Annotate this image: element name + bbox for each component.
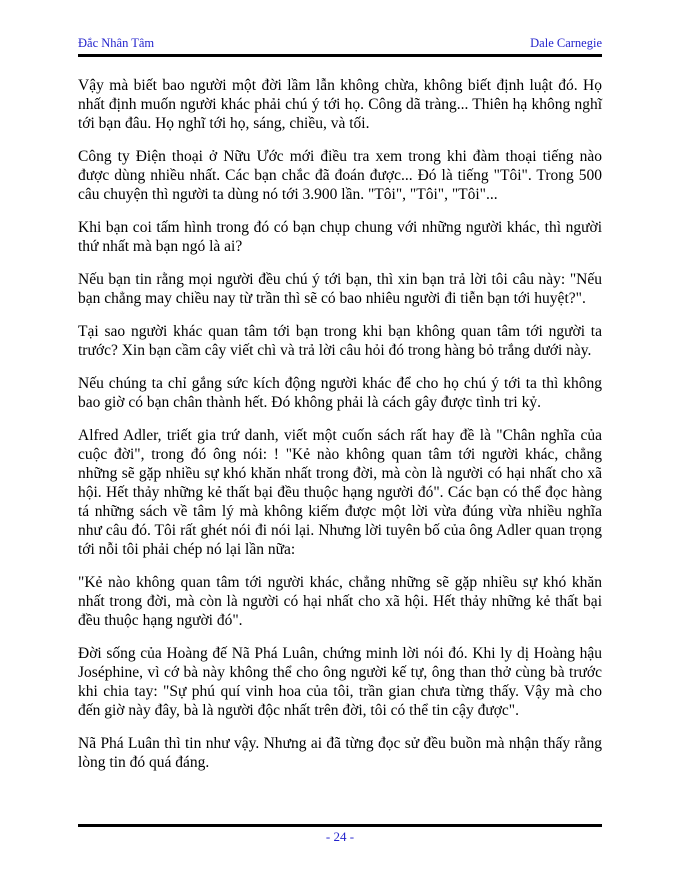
- paragraph: Nếu chúng ta chỉ gắng sức kích động người khác để cho họ chú ý tới ta thì không bao giờ có bạn chân thành hết. Đó không phải là cách gây được tình tri kỷ.: [78, 375, 602, 411]
- header-author: Dale Carnegie: [530, 36, 602, 50]
- page-footer: [78, 824, 602, 845]
- paragraph: Công ty Điện thoại ở Nữu Ước mới điều tra xem trong khi đàm thoại tiếng nào được dùng nhiều nhất. Các bạn chắc đã đoán được... Đó là tiếng "Tôi". Trong 500 câu chuyện thì người ta dùng nó tới 3.900 lần. "Tôi", "Tôi", "Tôi"...: [78, 148, 602, 203]
- header-book-title: Đắc Nhân Tâm: [78, 36, 155, 50]
- paragraph: Đời sống của Hoàng đế Nã Phá Luân, chứng minh lời nói đó. Khi ly dị Hoàng hậu Joséphine, vì cớ bà này không thể cho ông người kế tự, ông than thở cùng bà trước khi chia tay: "Sự phú quí vinh hoa của tôi, trần gian chưa từng thấy. Vậy mà cho đến giờ này đây, bà là người độc nhất trên đời, tôi có thể tin cậy được".: [78, 645, 602, 719]
- paragraph: Alfred Adler, triết gia trứ danh, viết một cuốn sách rất hay đề là "Chân nghĩa của cuộc đời", trong đó ông nói: ! "Kẻ nào không quan tâm tới người khác, chẳng những sẽ gặp nhiều sự khó khăn nhất trong đời, mà còn là người có hại nhất cho xã hội. Hết thảy những kẻ thất bại đều thuộc hạng người đó". Các bạn có thể đọc hàng tá những sách về tâm lý mà không kiếm được một lời vừa đúng vừa nhiều nghĩa như câu đó. Tôi rất ghét nói đi nói lại. Nhưng lời tuyên bố của ông Adler quan trọng tới nỗi tôi phải chép nó lại lần nữa:: [78, 427, 602, 558]
- paragraph: Vậy mà biết bao người một đời lầm lẫn không chừa, không biết định luật đó. Họ nhất định muốn người khác phải chú ý tới họ. Công dã tràng... Thiên hạ không nghĩ tới bạn đâu. Họ nghĩ tới họ, sáng, chiều, và tối.: [78, 77, 602, 132]
- paragraph: Tại sao người khác quan tâm tới bạn trong khi bạn không quan tâm tới người ta trước? Xin bạn cầm cây viết chì và trả lời câu hỏi đó trong hàng bỏ trắng dưới này.: [78, 323, 602, 359]
- paragraph: Nếu bạn tin rằng mọi người đều chú ý tới bạn, thì xin bạn trả lời tôi câu này: "Nếu bạn chẳng may chiều nay từ trần thì sẽ có bao nhiêu người đi tiễn bạn tới huyệt?".: [78, 271, 602, 307]
- paragraph: Nã Phá Luân thì tin như vậy. Nhưng ai đã từng đọc sử đều buồn mà nhận thấy rằng lòng tin đó quá đáng.: [78, 735, 602, 771]
- document-page: [78, 0, 602, 880]
- page-header: [78, 36, 602, 57]
- paragraph: "Kẻ nào không quan tâm tới người khác, chẳng những sẽ gặp nhiều sự khó khăn nhất trong đời, mà còn là người có hại nhất cho xã hội. Hết thảy những kẻ thất bại đều thuộc hạng người đó".: [78, 574, 602, 629]
- page-body-text: [78, 76, 602, 772]
- page-number: - 24 -: [325, 829, 355, 844]
- paragraph: Khi bạn coi tấm hình trong đó có bạn chụp chung với những người khác, thì người thứ nhất mà bạn ngó là ai?: [78, 219, 602, 255]
